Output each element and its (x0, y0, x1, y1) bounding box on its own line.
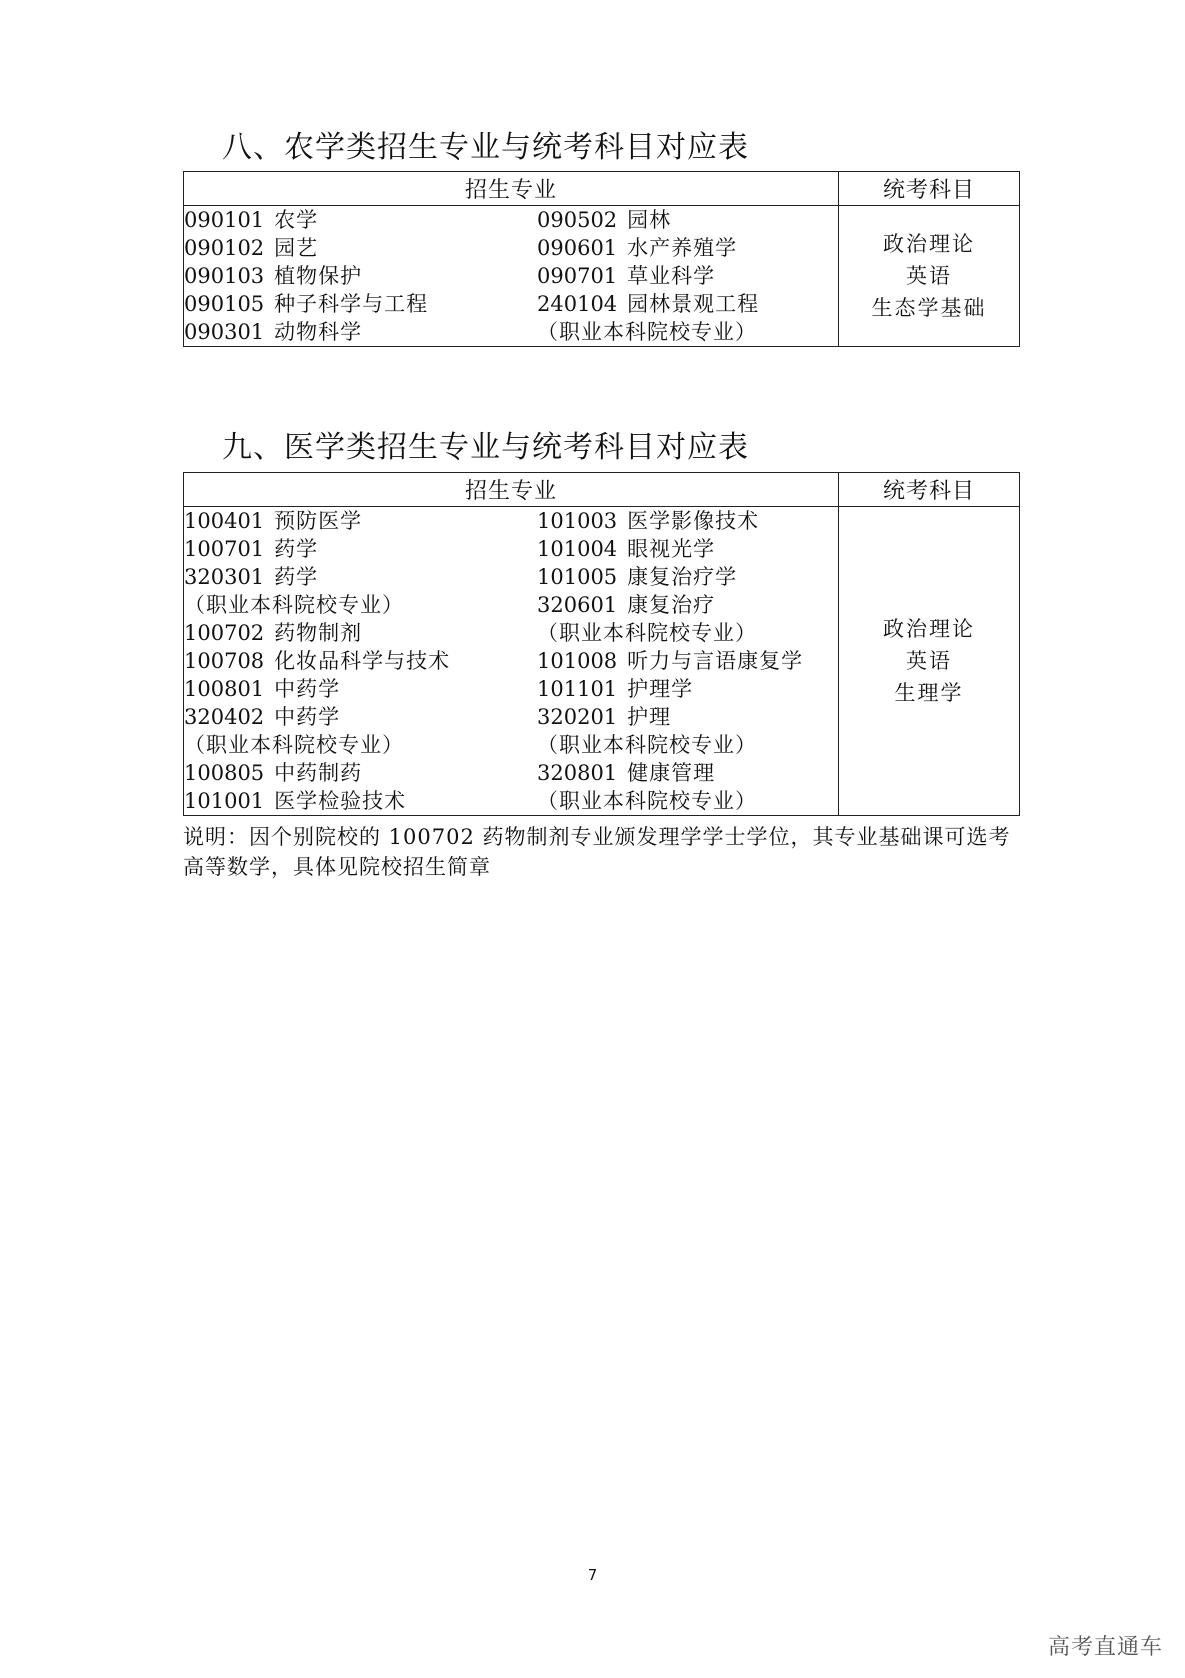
major-item (184, 507, 537, 535)
subject-item: 政治理论 (883, 617, 975, 641)
major-code: 101101 (537, 677, 618, 701)
major-name: 医学影像技术 (627, 509, 760, 533)
major-code: 101003 (537, 509, 618, 533)
major-item (184, 619, 537, 647)
major-item (184, 318, 537, 346)
major-code: 090601 (537, 236, 618, 260)
major-code: 090102 (184, 236, 265, 260)
majors-cell (184, 206, 839, 347)
majors-header: 招生专业 (184, 172, 839, 206)
major-code: 320601 (537, 593, 618, 617)
major-item (184, 675, 537, 703)
subjects-cell (839, 507, 1020, 816)
subject-item: 政治理论 (883, 232, 975, 256)
major-name: 护理 (627, 705, 672, 729)
major-name: 动物科学 (274, 320, 363, 344)
major-item (537, 703, 837, 731)
major-item (184, 591, 537, 619)
major-item (184, 759, 537, 787)
majors-right-column (537, 206, 837, 346)
section-8-title: 八、农学类招生专业与统考科目对应表 (222, 130, 749, 165)
major-item (537, 206, 837, 234)
major-name: 预防医学 (274, 509, 363, 533)
major-item (184, 703, 537, 731)
major-name: 园林 (627, 208, 672, 232)
major-item (184, 535, 537, 563)
major-name: 药学 (274, 565, 319, 589)
subjects-cell (839, 206, 1020, 347)
table-body-row (184, 206, 1020, 347)
major-name: （职业本科院校专业） (184, 593, 404, 617)
major-code: 090502 (537, 208, 618, 232)
table-header-row (184, 172, 1020, 206)
major-item (537, 731, 837, 759)
major-item (184, 647, 537, 675)
agriculture-table (183, 171, 1020, 347)
majors-left-column (184, 206, 537, 346)
subjects-header: 统考科目 (839, 473, 1020, 507)
major-code: 320201 (537, 705, 618, 729)
majors-right-column (537, 507, 837, 815)
major-name: 听力与言语康复学 (627, 649, 804, 673)
major-code: 100801 (184, 677, 265, 701)
table-body-row (184, 507, 1020, 816)
major-code: 100708 (184, 649, 265, 673)
major-code: 100701 (184, 537, 265, 561)
subject-item: 生理学 (894, 681, 964, 705)
major-name: （职业本科院校专业） (537, 789, 757, 813)
subjects-header: 统考科目 (839, 172, 1020, 206)
major-item (537, 234, 837, 262)
section-9-title: 九、医学类招生专业与统考科目对应表 (222, 430, 749, 465)
major-name: 康复治疗学 (627, 565, 738, 589)
major-item (184, 290, 537, 318)
major-item (537, 262, 837, 290)
major-name: （职业本科院校专业） (184, 733, 404, 757)
major-code: 240104 (537, 292, 618, 316)
page-number: 7 (587, 1566, 598, 1584)
major-name: 中药制药 (274, 761, 363, 785)
major-item (184, 563, 537, 591)
major-item (184, 234, 537, 262)
major-name: 护理学 (627, 677, 694, 701)
major-name: 健康管理 (627, 761, 716, 785)
major-name: 种子科学与工程 (274, 292, 429, 316)
major-item (537, 591, 837, 619)
major-name: （职业本科院校专业） (537, 320, 757, 344)
watermark-text: 高考直通车 (1047, 1635, 1163, 1660)
major-name: 中药学 (274, 705, 341, 729)
major-name: 草业科学 (627, 264, 716, 288)
majors-cell (184, 507, 839, 816)
subject-item: 生态学基础 (871, 296, 987, 320)
major-item (537, 759, 837, 787)
major-name: 农学 (274, 208, 319, 232)
major-name: 药物制剂 (274, 621, 363, 645)
major-code: 090103 (184, 264, 265, 288)
major-name: 植物保护 (274, 264, 363, 288)
major-item (537, 535, 837, 563)
major-code: 090101 (184, 208, 265, 232)
note-text: 说明：因个别院校的 100702 药物制剂专业颁发理学学士学位，其专业基础课可选考高等数学，具体见院校招生简章 (183, 825, 1011, 879)
subject-item: 英语 (906, 649, 952, 673)
major-code: 090105 (184, 292, 265, 316)
major-item (537, 647, 837, 675)
major-name: 中药学 (274, 677, 341, 701)
majors-header: 招生专业 (184, 473, 839, 507)
major-item (537, 787, 837, 815)
major-code: 100702 (184, 621, 265, 645)
major-code: 101001 (184, 789, 265, 813)
major-name: 康复治疗 (627, 593, 716, 617)
table-header-row (184, 473, 1020, 507)
major-name: 园艺 (274, 236, 319, 260)
major-name: 园林景观工程 (627, 292, 760, 316)
major-name: 水产养殖学 (627, 236, 738, 260)
subject-item: 英语 (906, 264, 952, 288)
major-code: 100805 (184, 761, 265, 785)
major-code: 320402 (184, 705, 265, 729)
major-item (537, 619, 837, 647)
major-name: 药学 (274, 537, 319, 561)
major-code: 100401 (184, 509, 265, 533)
major-item (537, 318, 837, 346)
major-code: 320801 (537, 761, 618, 785)
major-item (537, 563, 837, 591)
major-item (537, 290, 837, 318)
major-item (537, 507, 837, 535)
major-code: 320301 (184, 565, 265, 589)
major-code: 090701 (537, 264, 618, 288)
majors-left-column (184, 507, 537, 815)
medicine-table (183, 472, 1020, 816)
major-name: 化妆品科学与技术 (274, 649, 451, 673)
major-item (184, 787, 537, 815)
major-name: （职业本科院校专业） (537, 621, 757, 645)
major-name: 医学检验技术 (274, 789, 407, 813)
major-item (537, 675, 837, 703)
major-item (184, 206, 537, 234)
major-name: （职业本科院校专业） (537, 733, 757, 757)
major-name: 眼视光学 (627, 537, 716, 561)
major-code: 101004 (537, 537, 618, 561)
major-code: 101005 (537, 565, 618, 589)
major-item (184, 731, 537, 759)
major-code: 090301 (184, 320, 265, 344)
major-code: 101008 (537, 649, 618, 673)
major-item (184, 262, 537, 290)
